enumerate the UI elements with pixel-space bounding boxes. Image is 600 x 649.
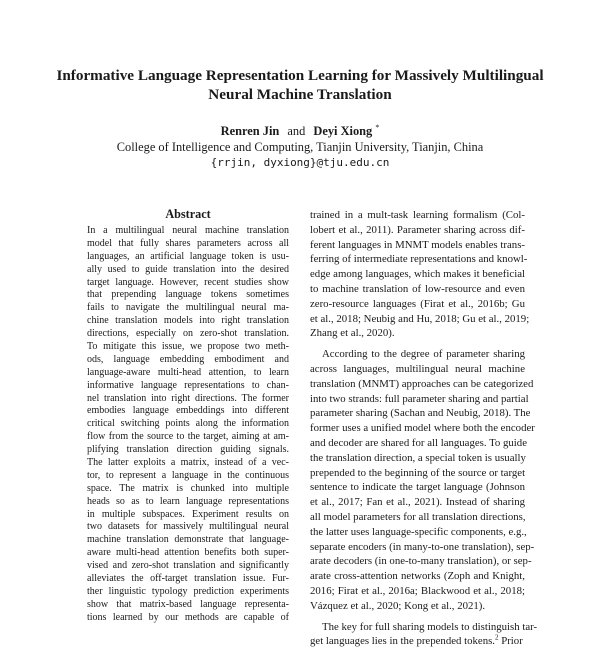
abstract-line: To mitigate this issue, we propose two meth- (87, 341, 289, 353)
abstract-line: nel translation into right directions. The former (87, 392, 289, 404)
body-line: to machine translation of low-resource and even (310, 282, 525, 295)
footnote-mark: 2 (495, 633, 499, 642)
abstract-line: space. The matrix is chunked into multiple (87, 482, 289, 494)
abstract-line: machine translation demonstrate that language- (87, 534, 289, 546)
author-block (40, 123, 560, 171)
abstract-line: ods, language embedding embodiment and (87, 353, 289, 365)
abstract-body (87, 225, 289, 625)
body-line: The key for full sharing models to distinguish tar- (322, 620, 538, 633)
intro-column (310, 208, 538, 649)
abstract-line: aware multi-head attention benefits both super- (87, 547, 289, 559)
body-line: prepended to the beginning of the source or target (310, 466, 526, 479)
affiliation: College of Intelligence and Computing, Tianjin University, Tianjin, China (116, 140, 484, 154)
body-line: arate decoders (in one-to-many translation), or sep- (310, 555, 532, 568)
abstract-line: The latter exploits a matrix, instead of a vec- (87, 457, 289, 469)
body-line: ferring of intermediate representations and knowl- (310, 253, 528, 266)
body-line: former uses a unified model where both the encoder (310, 422, 535, 435)
body-line: into two strands: full parameter sharing and partial (310, 392, 529, 405)
author-name: Renren Jin (220, 124, 280, 138)
body-line: parameter sharing (Sachan and Neubig, 2018). The (310, 407, 531, 420)
body-line: According to the degree of parameter sharing (322, 348, 525, 361)
abstract-line: ther linguistic typology prediction experiments (87, 585, 289, 597)
body-line: 2016; Firat et al., 2016a; Blackwood et al., 2018; (310, 584, 525, 597)
abstract-line: ally used to guide translation into the desired (87, 263, 289, 275)
body-line: et al., 2018; Neubig and Hu, 2018; Gu et al., 2019; (310, 312, 530, 325)
abstract-line: embodies language embeddings into different (87, 405, 289, 417)
abstract-line: chine translation models into right translation (87, 315, 289, 327)
body-line: Zhang et al., 2020). (310, 327, 395, 340)
body-line: Vázquez et al., 2020; Kong et al., 2021). (310, 599, 486, 612)
body-line: the translation direction, a special token is usually (310, 451, 526, 464)
body-line (310, 634, 525, 649)
paper-title (40, 66, 560, 104)
abstract-line: in multiple subspaces. Experiment results on (87, 508, 289, 520)
title-line: Informative Language Representation Learning for Massively Multilingual (56, 67, 544, 84)
body-line: sentence to indicate the target language (Johnson (310, 481, 525, 494)
abstract-line: critical switching points along the information (87, 418, 289, 430)
corresponding-author-mark: * (375, 122, 380, 132)
author-name: Deyi Xiong (313, 124, 373, 138)
abstract-line: heads so as to learn language representations (87, 495, 289, 507)
abstract-line: show that matrix-based language representa- (87, 598, 289, 610)
abstract-line: model that fully shares parameters across all (87, 237, 289, 249)
author-conjunction: and (287, 124, 306, 138)
abstract-line: target language. However, recent studies show (87, 276, 289, 288)
abstract-line: fails to navigate the multilingual neural ma- (87, 302, 289, 314)
abstract-line: informative language representations to chan- (87, 379, 289, 391)
body-line-text: get languages lies in the prepended tokens. (310, 635, 495, 648)
body-line: the latter uses language-specific components, e.g., (310, 525, 527, 538)
title-line: Neural Machine Translation (208, 86, 392, 103)
abstract-line: tions learned by our methods are capable of (87, 611, 289, 623)
body-line: and decoder are shared for all languages. To guide (310, 436, 527, 449)
body-line: et al., 2017; Fan et al., 2021). Instead of sharing (310, 496, 525, 509)
author-emails: {rrjin, dyxiong}@tju.edu.cn (210, 156, 390, 169)
body-line: translation (MNMT) approaches can be categorized (310, 377, 534, 390)
abstract-line: tor, to represent a language in the continuous (87, 469, 289, 481)
body-line: ferent languages in MNMT models enables trans- (310, 238, 525, 251)
body-line: zero-resource languages (Firat et al., 2016b; Gu (310, 297, 525, 310)
body-line: separate encoders (in many-to-one translation), sep- (310, 540, 535, 553)
abstract-line: languages, an artificial language token is usu- (87, 250, 289, 262)
body-line-text: Prior (501, 635, 523, 648)
body-line: arate cross-attention networks (Zoph and Knight, (310, 570, 525, 583)
abstract-line: language-aware multi-head attention, to learn (87, 366, 289, 378)
abstract-line: flow from the source to the target, aiming at am- (87, 431, 289, 443)
abstract-line: In a multilingual neural machine translation (87, 225, 289, 236)
body-line: trained in a mult-task learning formalism (Col- (310, 209, 525, 221)
abstract-heading: Abstract (165, 207, 211, 221)
body-line: across languages, multilingual neural machine (310, 362, 525, 375)
abstract-line: directions, especially on zero-shot translation. (87, 328, 289, 340)
body-line: edge among languages, which makes it beneficial (310, 268, 525, 281)
author-names (40, 123, 560, 139)
abstract-line: two datasets for massively multilingual neural (87, 521, 289, 533)
abstract-line: alleviates the off-target translation issue. Fur- (87, 573, 289, 585)
abstract-line: plifying translation direction guiding signals. (87, 444, 289, 456)
body-line: all model parameters for all translation directions, (310, 510, 526, 523)
body-line: lobert et al., 2011). Parameter sharing across dif- (310, 223, 525, 236)
abstract-line: vised and zero-shot translation and significantly (87, 560, 289, 572)
abstract-line: that prepending language tokens sometimes (87, 289, 289, 301)
